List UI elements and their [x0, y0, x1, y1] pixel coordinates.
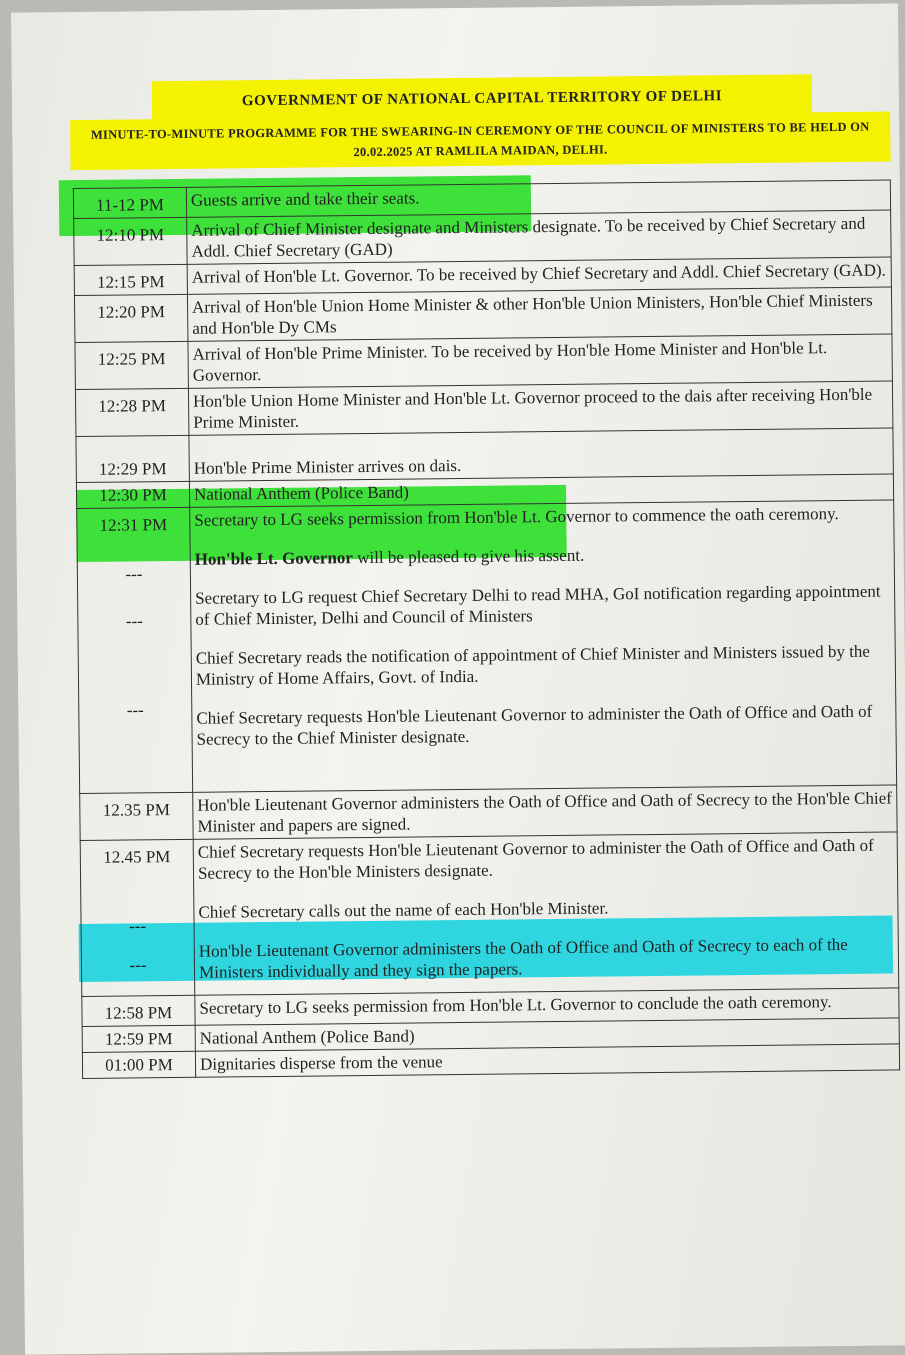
- activity-cell: Hon'ble Union Home Minister and Hon'ble Lt. Governor proceed to the dais after receiving Hon'ble Prime Minister.: [188, 381, 892, 435]
- time-sub: ---: [125, 564, 143, 584]
- activity-sub: Hon'ble Lieutenant Governor administers the Oath of Office and Oath of Secrecy to each of the Ministers individually and they sign the papers.: [198, 934, 848, 982]
- time-main: 12.45 PM: [103, 847, 171, 867]
- time-main: 12:31 PM: [99, 515, 168, 535]
- time-cell: 12:29 PM: [76, 435, 189, 482]
- activity-sub-bold: Hon'ble Lt. Governor: [194, 548, 354, 569]
- time-sub: ---: [129, 955, 147, 975]
- time-cell: [80, 839, 195, 996]
- activity-cell: Secretary to LG seeks permission from Hon'ble Lt. Governor to conclude the oath ceremony.: [195, 988, 899, 1025]
- time-cell: 12:10 PM: [74, 217, 187, 265]
- time-cell: 12:25 PM: [75, 341, 188, 389]
- time-sub: ---: [126, 700, 144, 720]
- document-subtitle: MINUTE-TO-MINUTE PROGRAMME FOR THE SWEARING-IN CEREMONY OF THE COUNCIL OF MINISTERS TO BE HELD ON 20.02.2025 AT RAMLILA MAIDAN, DELHI.: [70, 111, 890, 170]
- table-row: [75, 381, 892, 437]
- time-cell: 12:28 PM: [75, 388, 188, 436]
- activity-cell: Hon'ble Lieutenant Governor administers the Oath of Office and Oath of Secrecy to the Hon'ble Chief Minister and papers are signed.: [193, 785, 897, 839]
- activity-sub-text: will be pleased to give his assent.: [352, 545, 585, 568]
- activity-sub: Chief Secretary calls out the name of each Hon'ble Minister.: [198, 898, 609, 922]
- time-cell: 01:00 PM: [82, 1051, 195, 1078]
- table-row: [74, 287, 891, 343]
- table-row: [80, 832, 899, 997]
- activity-sub: Chief Secretary reads the notification of appointment of Chief Minister and Ministers issued by the Ministry of Home Affairs, Govt. of India.: [195, 641, 871, 689]
- table-row: [74, 210, 891, 266]
- table-row: [80, 785, 897, 841]
- time-cell: [77, 507, 193, 793]
- activity-text: Chief Secretary requests Hon'ble Lieutenant Governor to administer the Oath of Office and Oath of Secrecy to the Hon'ble Ministers designate.: [197, 835, 874, 883]
- activity-cell: Arrival of Hon'ble Lt. Governor. To be received by Chief Secretary and Addl. Chief Secretary (GAD).: [187, 257, 891, 294]
- document-page: [11, 3, 905, 1354]
- activity-cell: [190, 500, 897, 792]
- activity-cell: National Anthem (Police Band): [189, 474, 893, 507]
- time-cell: 12:20 PM: [74, 294, 187, 342]
- time-cell: 12:58 PM: [82, 995, 195, 1026]
- activity-sub: Chief Secretary requests Hon'ble Lieutenant Governor to administer the Oath of Office and Oath of Secrecy to the Chief Minister designate.: [196, 701, 873, 749]
- activity-cell: [189, 428, 893, 481]
- activity-sub: Secretary to LG request Chief Secretary Delhi to read MHA, GoI notification regarding appointment of Chief Minister, Delhi and Council of Ministers: [195, 581, 881, 629]
- time-cell: 12:30 PM: [76, 481, 189, 508]
- activity-cell: National Anthem (Police Band): [195, 1018, 899, 1051]
- time-sub: ---: [125, 611, 143, 631]
- programme-table: [73, 179, 900, 1079]
- document-title: GOVERNMENT OF NATIONAL CAPITAL TERRITORY OF DELHI: [152, 74, 812, 123]
- time-cell: 12.35 PM: [80, 792, 193, 840]
- activity-cell: Arrival of Hon'ble Prime Minister. To be received by Hon'ble Home Minister and Hon'ble Lt. Governor.: [188, 334, 892, 388]
- table-row: [75, 334, 892, 390]
- activity-text: Hon'ble Prime Minister arrives on dais.: [193, 455, 462, 478]
- activity-cell: Arrival of Hon'ble Union Home Minister & other Hon'ble Union Ministers, Hon'ble Chief Ministers and Hon'ble Dy CMs: [187, 287, 891, 341]
- table-row: [77, 500, 897, 794]
- activity-text: Secretary to LG seeks permission from Hon'ble Lt. Governor to commence the oath ceremony.: [194, 504, 839, 530]
- activity-cell: [193, 832, 899, 995]
- time-cell: 12:59 PM: [82, 1025, 195, 1052]
- time-cell: 11-12 PM: [73, 187, 186, 218]
- time-sub: ---: [128, 916, 147, 936]
- time-cell: 12:15 PM: [74, 264, 187, 295]
- activity-cell: Arrival of Chief Minister designate and Ministers designate. To be received by Chief Secretary and Addl. Chief Secretary (GAD): [187, 210, 891, 264]
- activity-cell: Dignitaries disperse from the venue: [195, 1044, 899, 1077]
- activity-cell: Guests arrive and take their seats.: [186, 180, 890, 217]
